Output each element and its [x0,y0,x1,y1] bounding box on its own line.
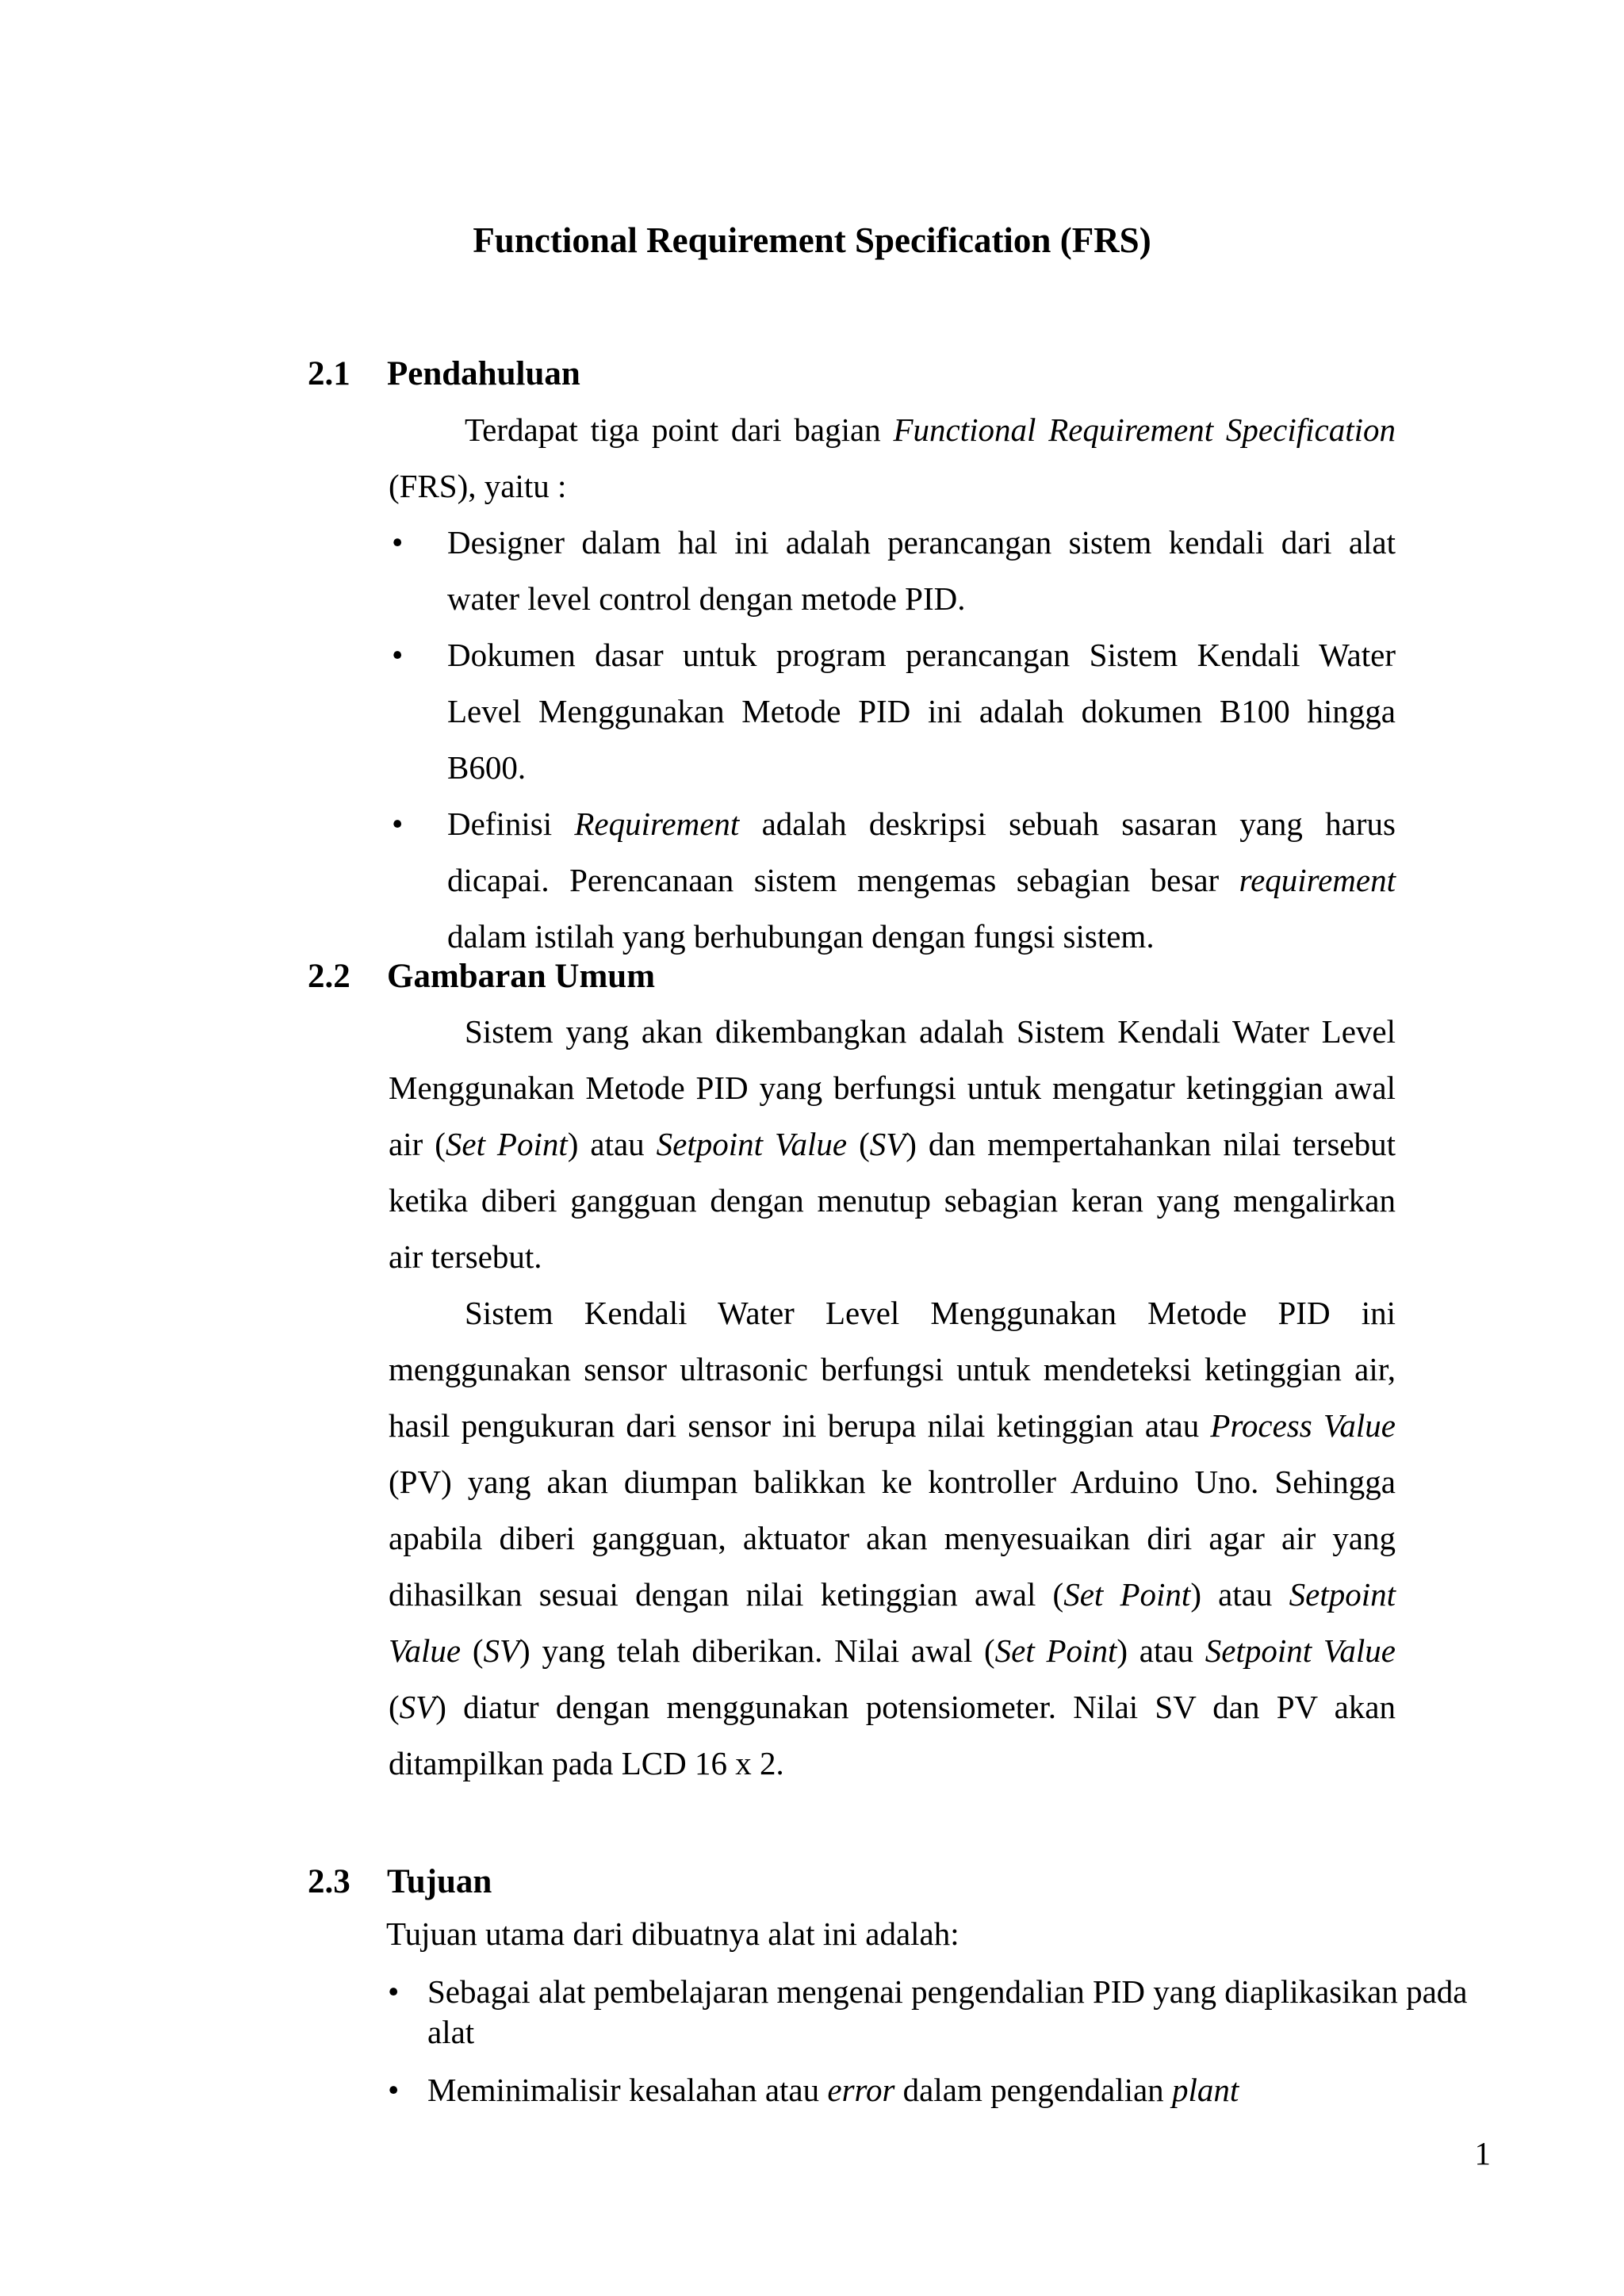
section-heading-2-2 [308,955,655,999]
bullet-icon: • [392,806,404,842]
bullet-icon: • [388,2072,400,2108]
bullet-list [389,515,1396,965]
bullet-icon: • [392,524,404,561]
list-item: • Definisi Requirement adalah deskripsi sebuah sasaran yang harus dicapai. Perencanaan sistem mengemas sebagian besar requirement dalam istilah yang berhubungan dengan fungsi sistem. [389,796,1396,965]
page-number: 1 [1474,2135,1491,2172]
section-heading-2-3 [308,1860,492,1904]
section-body-2-2 [389,1004,1396,1792]
section-title: Gambaran Umum [387,958,656,995]
list-item: • Designer dalam hal ini adalah perancangan sistem kendali dari alat water level control dengan metode PID. [389,515,1396,627]
section-title: Tujuan [387,1863,492,1900]
section-heading-2-1 [308,352,580,396]
section-title: Pendahuluan [387,355,580,392]
document-title: Functional Requirement Specification (FRS) [473,220,1151,260]
bullet-icon: • [388,1973,400,2010]
bullet-icon: • [392,637,404,673]
paragraph: Sistem yang akan dikembangkan adalah Sistem Kendali Water Level Menggunakan Metode PID yang berfungsi untuk mengatur ketinggian awal air (Set Point) atau Setpoint Value (SV) dan mempertahankan nilai tersebut ketika diberi gangguan dengan menutup sebagian keran yang mengalirkan air tersebut. [389,1013,1396,1275]
list-item: • Dokumen dasar untuk program perancangan Sistem Kendali Water Level Menggunakan Metode PID ini adalah dokumen B100 hingga B600. [389,627,1396,796]
section-body-2-1 [389,402,1396,965]
bullet-list [386,1972,1488,2110]
list-item: • Sebagai alat pembelajaran mengenai pengendalian PID yang diaplikasikan pada alat [388,1973,1468,2050]
paragraph: Sistem Kendali Water Level Menggunakan Metode PID ini menggunakan sensor ultrasonic berfungsi untuk mendeteksi ketinggian air, hasil pengukuran dari sensor ini berupa nilai ketinggian atau Process Value (PV) yang akan diumpan balikkan ke kontroller Arduino Uno. Sehingga apabila diberi gangguan, aktuator akan menyesuaikan diri agar air yang dihasilkan sesuai dengan nilai ketinggian awal (Set Point) atau Setpoint Value (SV) yang telah diberikan. Nilai awal (Set Point) atau Setpoint Value (SV) diatur dengan menggunakan potensiometer. Nilai SV dan PV akan ditampilkan pada LCD 16 x 2. [389,1295,1396,1781]
section-number: 2.2 [308,958,350,995]
section-number: 2.3 [308,1863,350,1900]
intro-paragraph: Terdapat tiga point dari bagian Functional Requirement Specification (FRS), yaitu : [389,411,1396,504]
section-body-2-3 [386,1914,1488,2110]
section-number: 2.1 [308,355,350,392]
intro-paragraph: Tujuan utama dari dibuatnya alat ini adalah: [386,1915,959,1952]
list-item: • Meminimalisir kesalahan atau error dalam pengendalian plant [386,2070,1488,2110]
